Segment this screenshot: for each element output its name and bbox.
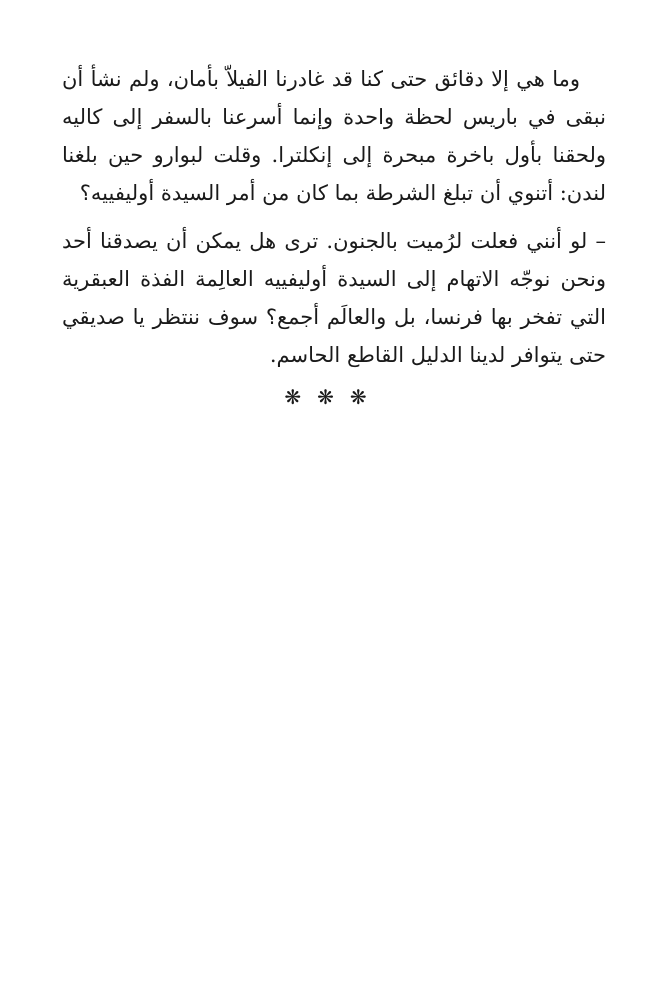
section-separator-asterisks: ❋❋❋ bbox=[284, 385, 383, 409]
paragraph-narration: وما هي إلا دقائق حتى كنا قد غادرنا الفيلاّ بأمان، ولم نشأ أن نبقى في باريس لحظة واحدة وإنما أسرعنا بالسفر إلى كاليه ولحقنا بأول باخرة مبحرة إلى إنكلترا. وقلت لبوارو حين بلغنا لندن: أتنوي أن تبلغ الشرطة بما كان من أمر السيدة أوليفييه؟ bbox=[62, 67, 606, 205]
paragraph-dialogue: – لو أنني فعلت لرُميت بالجنون. ترى هل يمكن أن يصدقنا أحد ونحن نوجّه الاتهام إلى السيدة أوليفييه العالِمة الفذة العبقرية التي تفخر بها فرنسا، بل والعالَم أجمع؟ سوف ننتظر يا صديقي حتى يتوافر لدينا الدليل القاطع الحاسم. bbox=[62, 229, 606, 367]
